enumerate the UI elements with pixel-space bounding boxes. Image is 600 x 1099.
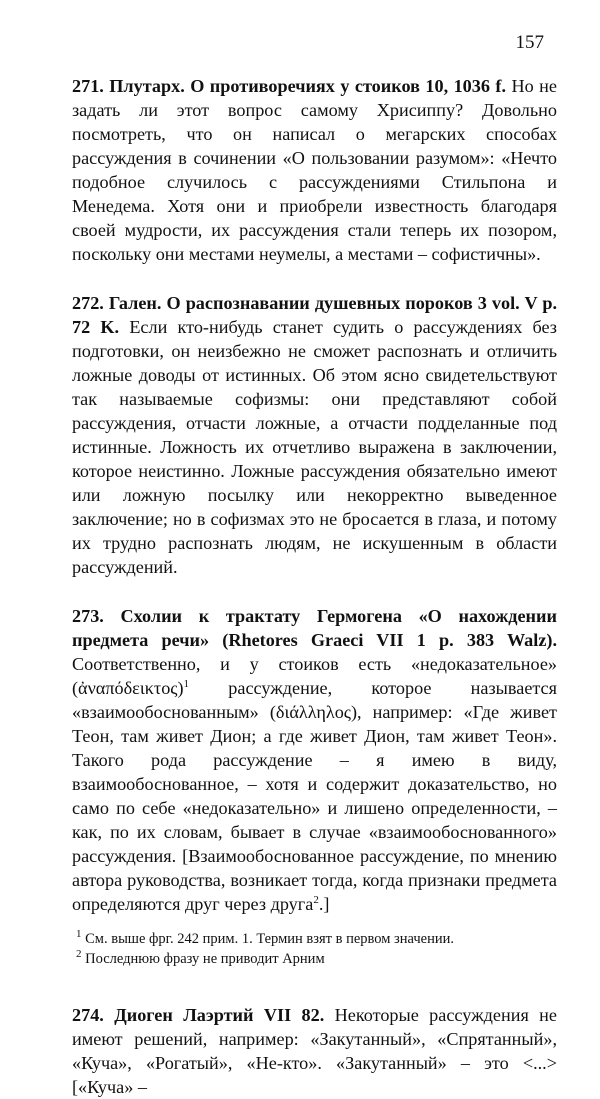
fragment-text: Но не задать ли этот вопрос самому Хрисиппу? Довольно посмотреть, что он написал о мегарских способах рассуждения в сочинении «О пользовании разумом»: «Нечто подобное случилось с рассуждениями Стильпона и Менедема. Хотя они и приобрели известность благодаря своей мудрости, их рассуждения стали теперь их позором, поскольку они местами неумелы, а местами – софистичны». (72, 76, 557, 264)
fragment-273 (72, 604, 557, 916)
fragment-heading: 271. Плутарх. О противоречиях у стоиков 10, 1036 f. (72, 76, 507, 96)
footnote (76, 929, 557, 949)
fragment-text: Соответственно, и у стоиков есть «недоказательное» (ἀναπόδεικτος) (72, 654, 557, 698)
footnote (76, 949, 557, 969)
fragment-text: рассуждение, которое называется «взаимообоснованным» (διάλληλος), например: «Где живет Теон, там живет Дион; а где живет Дион, там живет Теон». Такого рода рассуждение – я имею в виду, взаимообоснованное, – хотя и содержит доказательство, но само по себе «недоказательно» и лишено определенности, – как, по их словам, бывает в случае «взаимообоснованного» рассуждения. [Взаимообоснованное рассуждение, по мнению автора руководства, возникает тогда, когда признаки предмета определяются друг через друга (72, 678, 557, 914)
fragment-text: Если кто-нибудь станет судить о рассуждениях без подготовки, он неизбежно не сможет распознать и отличить ложные доводы от истинных. Об этом ясно свидетельствуют так называемые софизмы: они представляют собой рассуждения, отчасти ложные, а отчасти подделанные под истинные. Ложность их отчетливо выражена в заключении, которое неистинно. Ложные рассуждения обязательно имеют или ложную посылку или некорректно выведенное заключение; но в софизмах это не бросается в глаза, и потому их трудно распознать людям, не искушенным в области рассуждений. (72, 317, 557, 577)
footnote-mark: 1 (76, 928, 82, 941)
fragment-text: .] (318, 894, 330, 914)
fragment-text: Некоторые рассуждения не имеют решений, например: «Закутанный», «Спрятанный», «Куча», «Рогатый», «Не-кто». «Закутанный» – это <...> [«Куча» – (72, 1005, 557, 1097)
page-body (72, 74, 557, 1099)
fragment-heading: 272. Гален. О распознавании душевных пороков 3 vol. V p. 72 K. (72, 293, 557, 337)
footnote-mark: 2 (76, 948, 82, 961)
footnote-text: Последнюю фразу не приводит Арним (81, 951, 325, 967)
fragment-271 (72, 74, 557, 266)
footnotes (76, 929, 557, 969)
footnote-ref[interactable]: 1 (183, 677, 190, 690)
fragment-272 (72, 291, 557, 579)
fragment-heading: 274. Диоген Лаэртий VII 82. (72, 1005, 325, 1025)
fragment-274 (72, 1003, 557, 1099)
footnote-text: См. выше фрг. 242 прим. 1. Термин взят в первом значении. (81, 931, 455, 947)
footnote-ref[interactable]: 2 (313, 893, 319, 906)
page-number: 157 (515, 32, 544, 53)
fragment-heading: 273. Схолии к трактату Гермогена «О нахождении предмета речи» (Rhetores Graeci VII 1 p. 383 Walz). (72, 606, 557, 650)
